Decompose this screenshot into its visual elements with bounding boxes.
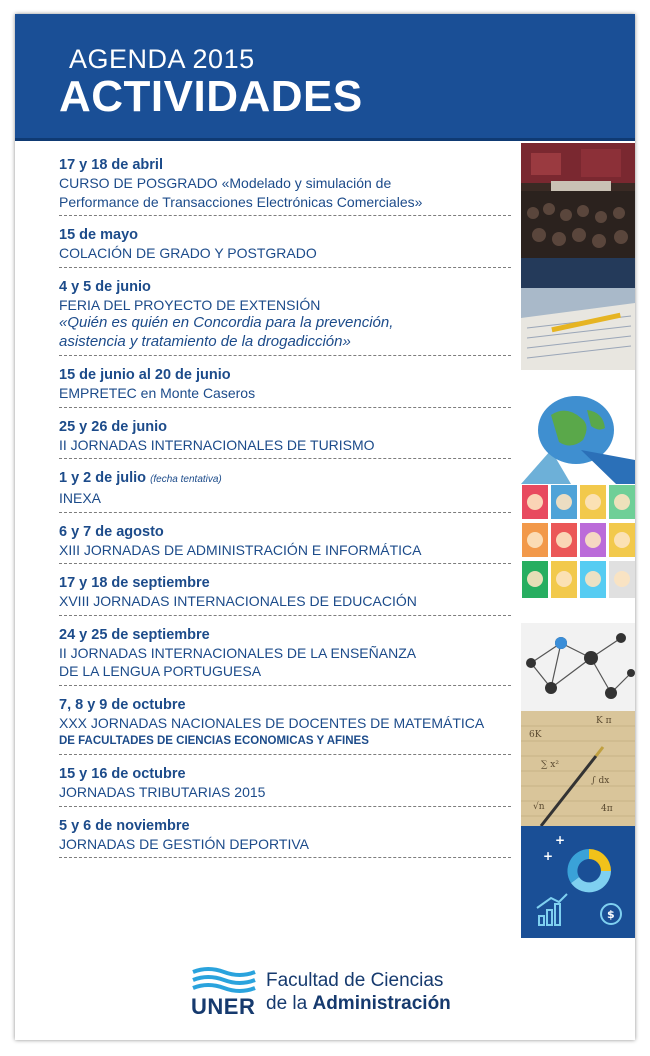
event-title: COLACIÓN DE GRADO Y POSTGRADO [59,245,317,261]
event-date: 6 y 7 de agosto [59,523,164,540]
faculty-name-line1: Facultad de Ciencias [266,970,444,991]
conference-photo [521,143,635,258]
event-item [59,817,511,859]
event-title: II JORNADAS INTERNACIONALES DE TURISMO [59,436,375,453]
header-banner [15,14,635,141]
event-subtitle: «Quién es quién en Concordia para la prevención, [59,314,394,331]
header-title-main: ACTIVIDADES [59,72,363,121]
event-title: FERIA DEL PROYECTO DE EXTENSIÓN [59,296,321,313]
events-list [59,156,511,868]
hands-globe-photo [521,370,635,484]
event-date: 24 y 25 de septiembre [59,626,210,643]
event-title: II JORNADAS INTERNACIONALES DE LA ENSEÑANZA [59,644,417,661]
event-date: 15 y 16 de octubre [59,766,186,782]
event-title: Performance de Transacciones Electrónicas Comerciales» [59,193,423,210]
event-item [59,523,511,565]
event-title: EMPRETEC en Monte Caseros [59,385,256,401]
svg-text:6K: 6K [529,730,542,740]
svg-text:4π: 4π [601,804,613,814]
faculty-name-line2 [266,993,451,1015]
event-date-text: 1 y 2 de julio [59,470,147,486]
event-date-note: (fecha tentativa) [150,474,222,485]
event-title: JORNADAS DE GESTIÓN DEPORTIVA [59,835,309,852]
event-title: INEXA [59,490,102,506]
event-date [59,469,511,489]
event-title: JORNADAS TRIBUTARIAS 2015 [59,784,266,800]
event-item [59,765,511,807]
event-item [59,696,511,756]
event-item [59,366,511,408]
event-date: 17 y 18 de septiembre [59,575,210,591]
svg-text:∑ x²: ∑ x² [541,760,559,770]
event-date: 17 y 18 de abril [59,157,163,173]
event-title: CURSO DE POSGRADO «Modelado y simulación de [59,175,392,191]
uner-logo-text: UNER [191,994,256,1019]
event-date: 7, 8 y 9 de octubre [59,696,186,713]
event-title: DE LA LENGUA PORTUGUESA [59,663,262,679]
event-item [59,156,511,216]
svg-text:K π: K π [596,716,612,726]
faculty-name-prefix: de la [266,993,313,1014]
svg-text:$: $ [607,908,615,921]
math-paper-photo [521,711,635,826]
svg-text:∫ dx: ∫ dx [591,776,610,786]
notebook-map-photo [521,258,635,370]
network-photo [521,623,635,711]
header-title-year: AGENDA 2015 [69,44,255,74]
event-item [59,418,511,460]
kids-drawings-photo [521,484,635,599]
event-title: XIII JORNADAS DE ADMINISTRACIÓN E INFORMÁTICA [59,541,422,558]
icons-panel [521,826,635,938]
event-date: 15 de junio al 20 de junio [59,367,231,383]
event-date: 4 y 5 de junio [59,278,151,295]
event-subtitle: asistencia y tratamiento de la drogadicción» [59,332,351,350]
svg-text:+: + [543,849,554,863]
event-date: 25 y 26 de junio [59,418,167,435]
event-date: 5 y 6 de noviembre [59,817,190,834]
event-subtitle: DE FACULTADES DE CIENCIAS ECONOMICAS Y AFINES [59,735,369,747]
faculty-name-bold: Administración [312,993,451,1014]
event-title: XXX JORNADAS NACIONALES DE DOCENTES DE MATEMÁTICA [59,714,485,731]
footer-brand [191,966,491,1026]
event-item [59,278,511,357]
agenda-card [15,14,635,1040]
svg-text:√n: √n [533,802,545,812]
svg-text:+: + [555,833,566,847]
uner-wave-icon [191,966,257,996]
event-item [59,469,511,513]
event-item [59,574,511,616]
event-date: 15 de mayo [59,227,138,243]
event-item [59,626,511,686]
event-title: XVIII JORNADAS INTERNACIONALES DE EDUCACIÓN [59,593,417,609]
event-item [59,226,511,268]
